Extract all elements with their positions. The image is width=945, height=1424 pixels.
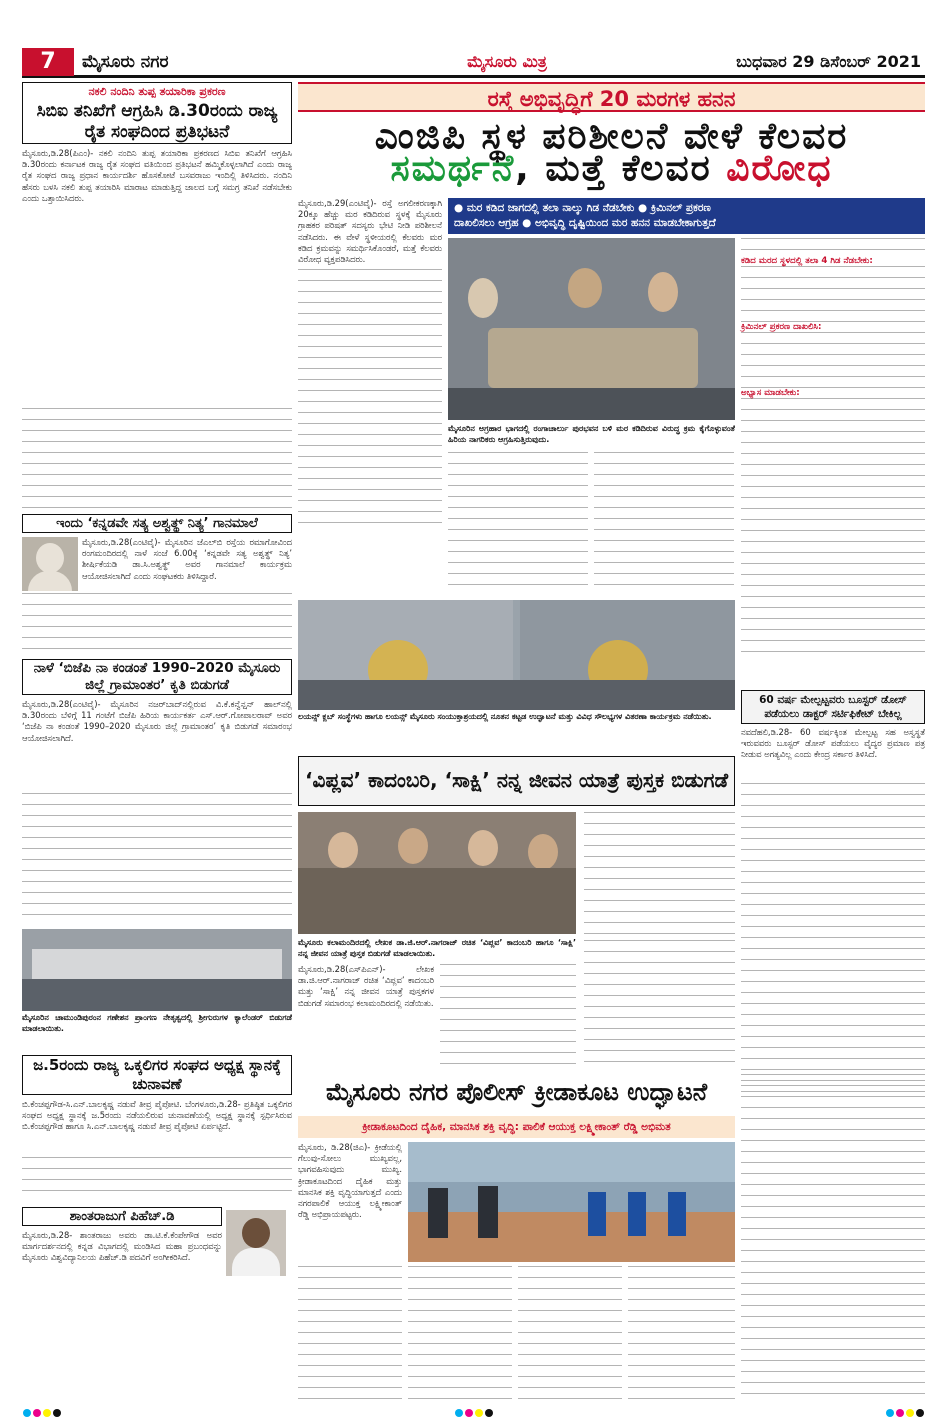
story-body: ನವದೆಹಲಿ,ಡಿ.28- 60 ವರ್ಷಕ್ಕಿಂತ ಮೇಲ್ಪಟ್ಟ ಸಹ ಅಸ್ವಸ್ಥತೆ ಇರುವವರು ಬೂಸ್ಟರ್ ಡೋಸ್ ಪಡೆಯಲು ವೈದ್ಯರ ಪ್ರಮಾಣ ಪತ್ರ ನೀಡುವ ಅಗತ್ಯವಿಲ್ಲ ಎಂದು ಕೇಂದ್ರ ಸರ್ಕಾರ ತಿಳಿಸಿದೆ.: [741, 727, 925, 760]
lead-photo: [448, 238, 735, 420]
calendar-release-photo: [22, 929, 292, 1011]
police-body-column2: [408, 1266, 512, 1400]
masthead: [22, 48, 925, 78]
issue-date: ಬುಧವಾರ 29 ಡಿಸೆಂಬರ್ 2021: [736, 51, 921, 71]
portrait-photo: [226, 1210, 286, 1276]
police-body-column3: [518, 1266, 622, 1400]
story-continuation: [741, 783, 925, 1099]
story-phd: [22, 1207, 222, 1226]
story-body: ಮೈಸೂರು,ಡಿ.28- ಶಾಂತರಾಜು ಅವರು ಡಾ.ಟಿ.ಕೆ.ಕೆಂಪೇಗೌಡ ಅವರ ಮಾರ್ಗದರ್ಶನದಲ್ಲಿ ಕನ್ನಡ ವಿಭಾಗದಲ್ಲಿ ಮಂಡಿಸಿದ ಮಹಾ ಪ್ರಬಂಧವನ್ನು ಮೈಸೂರು ವಿಶ್ವವಿದ್ಯಾನಿಲಯ ಪಿಹೆಚ್.ಡಿ ಪದವಿಗೆ ಅಂಗೀಕರಿಸಿದೆ.: [22, 1230, 222, 1263]
lead-bullets: [448, 198, 925, 234]
story-headline: ಶಾಂತರಾಜುಗೆ ಪಿಹೆಚ್.ಡಿ: [69, 1209, 175, 1224]
lead-bullet-line2: ದಾಖಲಿಸಲು ಆಗ್ರಹ ● ಅಭಿವೃದ್ಧಿ ದೃಷ್ಟಿಯಿಂದ ಮರ ಹನನ ಮಾಡಬೇಕಾಗುತ್ತದೆ: [454, 217, 716, 229]
police-body-right: [741, 1074, 925, 1400]
color-dots-left: [22, 1402, 62, 1421]
story-body: ಮೈಸೂರು,ಡಿ.28(ಎಂಟಿವೈ)- ಮೈಸೂರಿನ ನಜರ್‌ಬಾದ್‌ನಲ್ಲಿರುವ ವಿ.ಕೆ.ಕನ್ವೆನ್ಷನ್ ಹಾಲ್‌ನಲ್ಲಿ ಡಿ.30ರಂದು ಬೆಳಿಗ್ಗೆ 11 ಗಂಟೆಗೆ ಬಿಜೆಪಿ ಹಿರಿಯ ಕಾರ್ಯಕರ್ತ ಎಸ್.ಆರ್.ಗೋಪಾಲರಾವ್ ಅವರ ‘ಬಿಜೆಪಿ ನಾ ಕಂಡಂತೆ 1990–2020 ಮೈಸೂರು ಜಿಲ್ಲೆ ಗ್ರಾಮಾಂತರ’ ಕೃತಿ ಬಿಡುಗಡೆ ಸಮಾರಂಭ ಆಯೋಜಿಸಲಾಗಿದೆ.: [22, 699, 292, 743]
lead-headline-line1: ಎಂಜಿಪಿ ಸ್ಥಳ ಪರಿಶೀಲನೆ ವೇಳೆ ಕೆಲವರ: [374, 116, 849, 157]
lead-subhead-plant: ಕಡಿದ ಮರದ ಸ್ಥಳದಲ್ಲಿ ತಲಾ 4 ಗಿಡ ನೆಡಬೇಕು:: [741, 256, 873, 266]
story-headline: 60 ವರ್ಷ ಮೇಲ್ಪಟ್ಟವರು ಬೂಸ್ಟರ್ ಡೋಸ್ ಪಡೆಯಲು ಡಾಕ್ಟರ್ ಸರ್ಟಿಫಿಕೇಟ್ ಬೇಕಿಲ್ಲ: [741, 690, 925, 724]
story-kicker: ನಕಲಿ ನಂದಿನಿ ತುಪ್ಪ ತಯಾರಿಕಾ ಪ್ರಕರಣ: [88, 85, 226, 98]
lions-caption: ಲಯನ್ಸ್ ಕ್ಲಬ್ ಸಂಸ್ಥೆಗಳು ಹಾಗೂ ಲಯನ್ಸ್ ಮೈಸೂರು ಸಂಯುಕ್ತಾಶ್ರಯದಲ್ಲಿ ನೂತನ ಕಟ್ಟಡ ಉದ್ಘಾಟನೆ ಮತ್ತು ವಿವಿಧ ಸೌಲಭ್ಯಗಳ ವಿತರಣಾ ಕಾರ್ಯಕ್ರಮ ನಡೆಯಿತು.: [298, 712, 712, 721]
section-name: ಮೈಸೂರು ನಗರ: [82, 51, 169, 72]
story-continuation: [22, 593, 292, 653]
viplava-body-column: [584, 812, 735, 934]
police-body-column1: [298, 1266, 402, 1400]
lead-body-continuation: [741, 238, 925, 256]
lead-photo-caption: ಮೈಸೂರಿನ ಅಗ್ರಹಾರ ಭಾಗದಲ್ಲಿ ರಂಗಾಚಾರ್ಲು ಪುರಭವನ ಬಳಿ ಮರ ಕಡಿದಿರುವ ವಿರುದ್ಧ ಕ್ರಮ ಕೈಗೊಳ್ಳುವಂತೆ ಹಿರಿಯ ನಾಗರಿಕರು ಆಗ್ರಹಿಸುತ್ತಿರುವುದು.: [448, 424, 735, 444]
story-gaanamale: [22, 514, 292, 533]
lead-body-continuation: [298, 269, 442, 529]
story-body: ಮೈಸೂರು,ಡಿ.28(ಪಿಎಂ)- ನಕಲಿ ನಂದಿನಿ ತುಪ್ಪ ತಯಾರಿಕಾ ಪ್ರಕರಣದ ಸಿಬಿಐ ತನಿಖೆಗೆ ಆಗ್ರಹಿಸಿ ಡಿ.30ರಂದು ಕರ್ನಾಟಕ ರಾಜ್ಯ ರೈತ ಸಂಘದ ವತಿಯಿಂದ ಪ್ರತಿಭಟನೆ ಹಮ್ಮಿಕೊಳ್ಳಲಾಗಿದೆ ಎಂದು ರಾಜ್ಯ ರೈತ ಸಂಘದ ರಾಜ್ಯ ಪ್ರಧಾನ ಕಾರ್ಯದರ್ಶಿ ಹೊಸಕೋಟೆ ಬಸವರಾಜು ಇಂದಿಲ್ಲಿ ತಿಳಿಸಿದರು. ನಂದಿನಿ ಹೆಸರು ಬಳಸಿ ನಕಲಿ ತುಪ್ಪ ತಯಾರಿಸಿ ಮಾರಾಟ ಮಾಡುತ್ತಿದ್ದ ಜಾಲದ ಬಗ್ಗೆ ಸಮಗ್ರ ತನಿಖೆ ನಡೆಸಬೇಕು ಎಂದು ಒತ್ತಾಯಿಸಿದರು.: [22, 148, 292, 203]
story-headline: ಇಂದು ‘ಕನ್ನಡವೇ ಸತ್ಯ ಅಶ್ವತ್ಥ್ ನಿತ್ಯ’ ಗಾನಮಾಲೆ: [56, 516, 258, 531]
viplava-body: ಮೈಸೂರು,ಡಿ.28(ಎಸ್‌ಪಿಎನ್)- ಲೇಖಕ ಡಾ.ಜಿ.ಆರ್.ನಾಗರಾಜ್ ರಚಿತ ‘ವಿಪ್ಲವ’ ಕಾದಂಬರಿ ಮತ್ತು ‘ಸಾಕ್ಷಿ’ ನನ್ನ ಜೀವನ ಯಾತ್ರೆ ಪುಸ್ತಕಗಳ ಬಿಡುಗಡೆ ಸಮಾರಂಭ ಕಲಾಮಂದಿರದಲ್ಲಿ ನಡೆಯಿತು.: [298, 964, 434, 1008]
police-sports-photo: [408, 1142, 735, 1262]
police-body-column4: [628, 1266, 735, 1400]
lead-subhead-criminal: ಕ್ರಿಮಿನಲ್ ಪ್ರಕರಣ ದಾಖಲಿಸಿ:: [741, 322, 822, 332]
portrait-photo: [22, 537, 78, 591]
story-continuation: [22, 1157, 292, 1201]
left-column: [22, 82, 292, 1276]
page-number-value: 7: [40, 49, 56, 74]
page-number: [22, 48, 74, 76]
lead-body-column3: [594, 452, 734, 592]
photo-caption: ಮೈಸೂರಿನ ಚಾಮುಂಡಿಪುರಂನ ಗಣೇಶನ ಪ್ರಾಂಗಣ ನೇತೃತ್ವದಲ್ಲಿ ಶ್ರೀಗುರುಗಳ ಕ್ಯಾಲೆಂಡರ್ ಬಿಡುಗಡೆ ಮಾಡಲಾಯಿತು.: [22, 1013, 292, 1033]
lead-body-column2: [448, 452, 588, 592]
viplava-body-column2: [440, 964, 576, 1068]
viplava-headline: ‘ವಿಪ್ಲವ’ ಕಾದಂಬರಿ, ‘ಸಾಕ್ಷಿ’ ನನ್ನ ಜೀವನ ಯಾತ್ರೆ ಪುಸ್ತಕ ಬಿಡುಗಡೆ: [298, 756, 735, 806]
lead-subhead-practice: ಅಭ್ಯಾಸ ಮಾಡಬೇಕು:: [741, 388, 800, 398]
story-body: ಮೈಸೂರು,ಡಿ.28(ಎಂಟಿವೈ)- ಮೈಸೂರಿನ ಜೆಎಲ್‌ಬಿ ರಸ್ತೆಯ ರಮಾಗೋವಿಂದ ರಂಗಮಂದಿರದಲ್ಲಿ ನಾಳೆ ಸಂಜೆ 6.00ಕ್ಕೆ ‘ಕನ್ನಡವೇ ಸತ್ಯ ಅಶ್ವತ್ಥ್ ನಿತ್ಯ’ ಶೀರ್ಷಿಕೆಯಡಿ ಡಾ.ಸಿ.ಅಶ್ವತ್ಥ್ ಅವರ ಗಾನಮಾಲೆ ಕಾರ್ಯಕ್ರಮ ಆಯೋಜಿಸಲಾಗಿದೆ ಎಂದು ಸಂಘಟಕರು ತಿಳಿಸಿದ್ದಾರೆ.: [82, 537, 292, 581]
lead-body-continuation: [741, 266, 925, 322]
police-subhead: ಕ್ರೀಡಾಕೂಟದಿಂದ ದೈಹಿಕ, ಮಾನಸಿಕ ಶಕ್ತಿ ವೃದ್ಧಿ: ಪಾಲಿಕೆ ಆಯುಕ್ತ ಲಕ್ಷ್ಮೀಕಾಂತ್ ರೆಡ್ಡಿ ಅಭಿಮತ: [298, 1116, 735, 1138]
lead-body-left: [298, 198, 442, 570]
viplava-body-column3: [584, 940, 735, 1068]
story-body: ಬಿ.ಕೆಂಚಪ್ಪಗೌಡ-ಸಿ.ಎನ್.ಬಾಲಕೃಷ್ಣ ನಡುವೆ ತೀವ್ರ ಪೈಪೋಟಿ. ಬೆಂಗಳೂರು,ಡಿ.28- ಪ್ರತಿಷ್ಠಿತ ಒಕ್ಕಲಿಗರ ಸಂಘದ ಅಧ್ಯಕ್ಷ ಸ್ಥಾನಕ್ಕೆ ಜ.5ರಂದು ನಡೆಯಲಿರುವ ಚುನಾವಣೆಯಲ್ಲಿ ಅಧ್ಯಕ್ಷ ಸ್ಥಾನಕ್ಕೆ ಸ್ಪರ್ಧಿಸಿರುವ ಬಿ.ಕೆಂಚಪ್ಪಗೌಡ ಹಾಗೂ ಸಿ.ಎನ್.ಬಾಲಕೃಷ್ಣ ನಡುವೆ ತೀವ್ರ ಪೈಪೋಟಿ ಏರ್ಪಟ್ಟಿದೆ.: [22, 1099, 292, 1132]
lead-body-right: [741, 238, 925, 688]
paper-name: ಮೈಸೂರು ಮಿತ್ರ: [467, 51, 547, 71]
print-registration-marks: [22, 1406, 925, 1416]
lions-club-photos: [298, 600, 735, 710]
story-booster-dose: [741, 690, 925, 1070]
lead-body-text: ಮೈಸೂರು,ಡಿ.29(ಎಂಟಿವೈ)- ರಸ್ತೆ ಅಗಲೀಕರಣಕ್ಕಾಗಿ 20ಕ್ಕೂ ಹೆಚ್ಚು ಮರ ಕಡಿದಿರುವ ಸ್ಥಳಕ್ಕೆ ಮೈಸೂರು ಗ್ರಾಹಕರ ಪರಿಷತ್ ಸದಸ್ಯರು ಭೇಟಿ ನೀಡಿ ಪರಿಶೀಲನೆ ನಡೆಸಿದರು. ಈ ವೇಳೆ ಸ್ಥಳೀಯರಲ್ಲಿ ಕೆಲವರು ಮರ ಕಡಿದ ಕ್ರಮವನ್ನು ಸಮರ್ಥಿಸಿಕೊಂಡರೆ, ಮತ್ತೆ ಕೆಲವರು ವಿರೋಧ ವ್ಯಕ್ತಪಡಿಸಿದರು.: [298, 198, 442, 265]
story-vokkaliga-election: [22, 1055, 292, 1095]
lead-headline-part-middle: , ಮತ್ತೆ ಕೆಲವರ: [515, 148, 727, 189]
story-headline: ಸಿಬಿಐ ತನಿಖೆಗೆ ಆಗ್ರಹಿಸಿ ಡಿ.30ರಂದು ರಾಜ್ಯ ರೈತ ಸಂಘದಿಂದ ಪ್ರತಿಭಟನೆ: [36, 101, 278, 142]
story-gaanamale-content: [22, 537, 292, 591]
lead-body-continuation: [741, 332, 925, 388]
story-ghee-scam: [22, 82, 292, 144]
viplava-caption: ಮೈಸೂರು ಕಲಾಮಂದಿರದಲ್ಲಿ ಲೇಖಕ ಡಾ.ಜಿ.ಆರ್.ನಾಗರಾಜ್ ರಚಿತ ‘ವಿಪ್ಲವ’ ಕಾದಂಬರಿ ಹಾಗೂ ‘ಸಾಕ್ಷಿ’ ನನ್ನ ಜೀವನ ಯಾತ್ರೆ ಪುಸ್ತಕ ಬಿಡುಗಡೆ ಮಾಡಲಾಯಿತು.: [298, 938, 576, 958]
lead-headline-line2: [298, 144, 925, 194]
story-continuation: [22, 793, 292, 923]
lead-headline-part-support: ಸಮರ್ಥನೆ: [390, 148, 516, 189]
police-body: ಮೈಸೂರು, ಡಿ.28(ಜಿಎ)- ಕ್ರೀಡೆಯಲ್ಲಿ ಗೆಲುವು-ಸೋಲು ಮುಖ್ಯವಲ್ಲ, ಭಾಗವಹಿಸುವುದು ಮುಖ್ಯ. ಕ್ರೀಡಾಕೂಟದಿಂದ ದೈಹಿಕ ಮತ್ತು ಮಾನಸಿಕ ಶಕ್ತಿ ವೃದ್ಧಿಯಾಗುತ್ತದೆ ಎಂದು ನಗರಪಾಲಿಕೆ ಆಯುಕ್ತ ಲಕ್ಷ್ಮೀಕಾಂತ್ ರೆಡ್ಡಿ ಅಭಿಪ್ರಾಯಪಟ್ಟರು.: [298, 1142, 402, 1220]
lead-headline-part-oppose: ವಿರೋಧ: [726, 148, 833, 189]
lead-kicker: ರಸ್ತೆ ಅಭಿವೃದ್ಧಿಗೆ 20 ಮರಗಳ ಹನನ: [298, 82, 925, 112]
story-phd-content: [22, 1230, 292, 1276]
color-dots-right: [885, 1402, 925, 1421]
story-headline: ಜ.5ರಂದು ರಾಜ್ಯ ಒಕ್ಕಲಿಗರ ಸಂಘದ ಅಧ್ಯಕ್ಷ ಸ್ಥಾನಕ್ಕೆ ಚುನಾವಣೆ: [33, 1056, 281, 1093]
lead-body-continuation: [741, 398, 925, 658]
story-book-release: [22, 659, 292, 695]
police-headline: ಮೈಸೂರು ನಗರ ಪೊಲೀಸ್ ಕ್ರೀಡಾಕೂಟ ಉದ್ಘಾಟನೆ: [298, 1072, 735, 1114]
story-continuation: [22, 408, 292, 508]
viplava-photo: [298, 812, 576, 934]
story-headline: ನಾಳೆ ‘ಬಿಜೆಪಿ ನಾ ಕಂಡಂತೆ 1990–2020 ಮೈಸೂರು ಜಿಲ್ಲೆ ಗ್ರಾಮಾಂತರ’ ಕೃತಿ ಬಿಡುಗಡೆ: [33, 660, 281, 693]
color-dots-center: [454, 1402, 494, 1421]
lead-bullet-line1: ● ಮರ ಕಡಿದ ಜಾಗದಲ್ಲಿ ತಲಾ ನಾಲ್ಕು ಗಿಡ ನೆಡಬೇಕು ● ಕ್ರಿಮಿನಲ್ ಪ್ರಕರಣ: [454, 202, 711, 214]
